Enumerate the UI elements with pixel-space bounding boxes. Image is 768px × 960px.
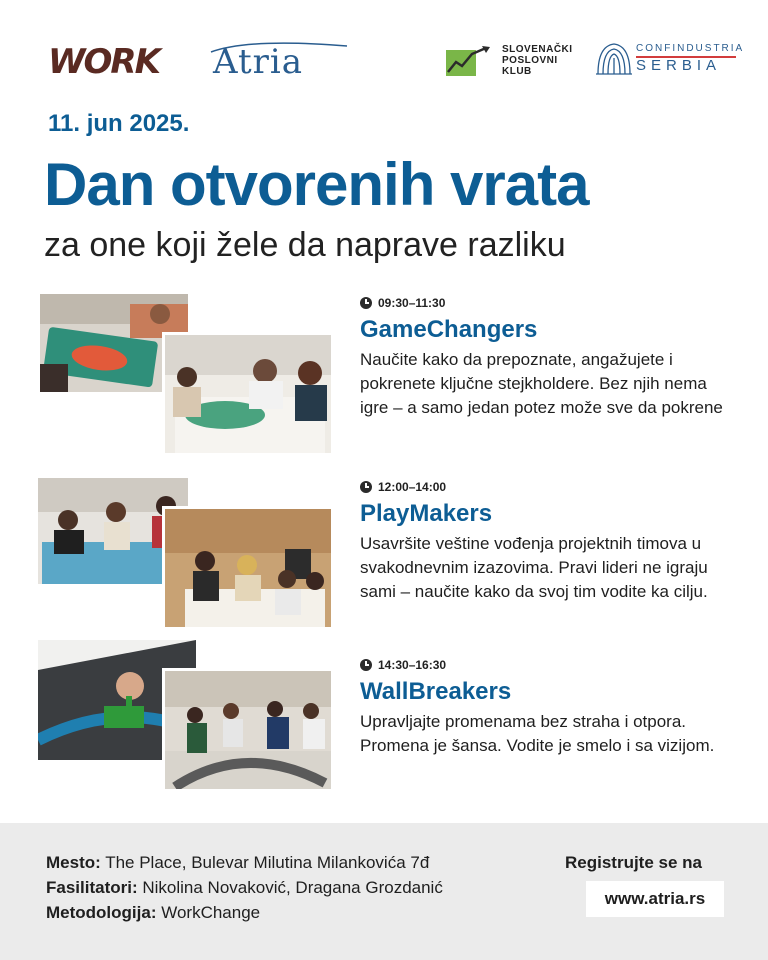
register-link[interactable]: www.atria.rs bbox=[586, 881, 724, 917]
session-photo-2b bbox=[162, 506, 331, 627]
clock-icon bbox=[360, 297, 372, 309]
workchange-logo: WORK bbox=[48, 42, 159, 82]
facilitators-label: Fasilitatori: bbox=[46, 878, 138, 897]
atria-logo-text: Atria bbox=[213, 42, 304, 82]
session-photo-1b bbox=[162, 332, 331, 453]
facilitators-value: Nikolina Novaković, Dragana Grozdanić bbox=[142, 878, 443, 897]
session-name: PlayMakers bbox=[360, 500, 493, 527]
methodology-label: Metodologija: bbox=[46, 903, 157, 922]
register-label: Registrujte se na bbox=[565, 853, 702, 872]
place-line bbox=[46, 850, 443, 875]
event-date: 11. jun 2025. bbox=[48, 110, 190, 137]
spk-line-2: POSLOVNI bbox=[502, 55, 558, 66]
spk-line-1: SLOVENAČKI bbox=[502, 44, 573, 55]
session-photo-3b bbox=[162, 668, 331, 789]
confindustria-emblem-icon bbox=[594, 40, 634, 78]
header-logos bbox=[48, 38, 745, 86]
serbia-text: SERBIA bbox=[636, 57, 722, 74]
place-value: The Place, Bulevar Milutina Milankovića 7đ bbox=[105, 853, 430, 872]
facilitators-line bbox=[46, 875, 443, 900]
session-name: GameChangers bbox=[360, 316, 538, 343]
session-name: WallBreakers bbox=[360, 678, 512, 705]
event-info bbox=[46, 850, 443, 925]
spk-line-3: KLUB bbox=[502, 66, 532, 77]
atria-logo bbox=[213, 42, 303, 82]
footer bbox=[0, 823, 768, 960]
session-description: Naučite kako da prepoznate, angažujete i pokrenete ključne stejkholdere. Bez njih nema igre – a samo jedan potez može sve da pokrene bbox=[360, 350, 723, 417]
session-time bbox=[360, 480, 446, 494]
session-time-text: 09:30–11:30 bbox=[378, 296, 446, 310]
spk-chart-icon bbox=[446, 46, 492, 76]
clock-icon bbox=[360, 659, 372, 671]
methodology-line bbox=[46, 900, 443, 925]
session-time-text: 14:30–16:30 bbox=[378, 658, 447, 672]
session-description: Usavršite veštine vođenja projektnih timova u svakodnevnim izazovima. Pravi lideri ne igraju sami – naučite kako da svoj tim vodite ka cilju. bbox=[360, 534, 708, 601]
page-subtitle: za one koji žele da naprave razliku bbox=[44, 226, 566, 264]
session-time-text: 12:00–14:00 bbox=[378, 480, 447, 494]
methodology-value: WorkChange bbox=[161, 903, 261, 922]
session-description: Upravljajte promenama bez straha i otpora. Promena je šansa. Vodite je smelo i sa vizijom. bbox=[360, 712, 715, 755]
atria-swoosh-icon bbox=[209, 36, 349, 56]
confindustria-text: CONFINDUSTRIA bbox=[636, 43, 745, 54]
clock-icon bbox=[360, 481, 372, 493]
session-time bbox=[360, 296, 445, 310]
page-title: Dan otvorenih vrata bbox=[44, 151, 589, 218]
session-time bbox=[360, 658, 446, 672]
place-label: Mesto: bbox=[46, 853, 101, 872]
